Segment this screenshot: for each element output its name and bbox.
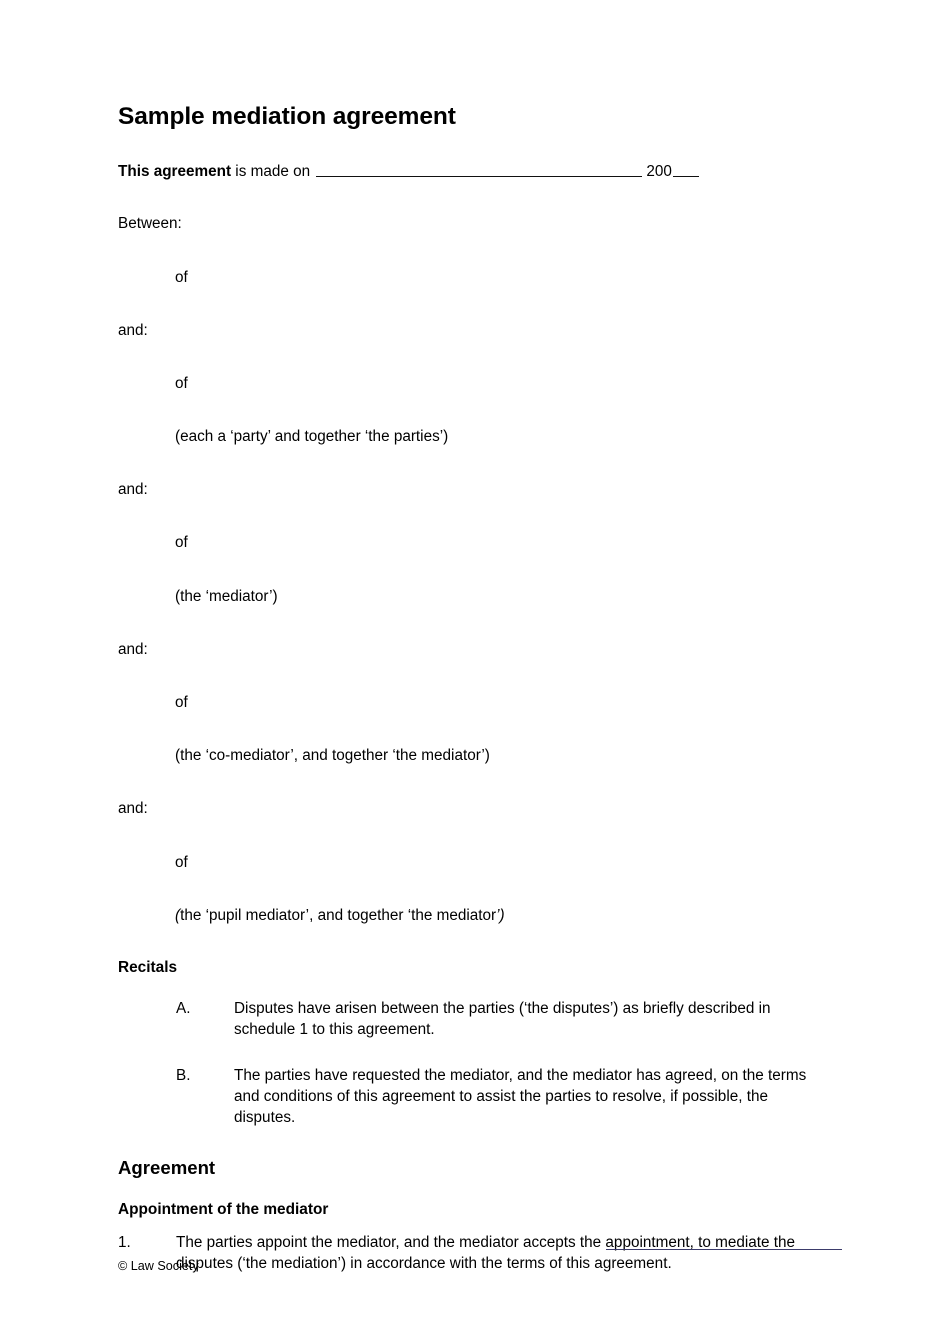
- agreement-date-line: [118, 162, 824, 182]
- recitals-heading: Recitals: [118, 958, 178, 976]
- recital-text-a: Disputes have arisen between the parties (‘the disputes’) as briefly described in schedule 1 to this agreement.: [234, 1000, 771, 1039]
- descriptor-open-paren-italic: (: [175, 906, 181, 924]
- agreement-spacer: [118, 1144, 824, 1157]
- agreement-heading: Agreement: [118, 1157, 216, 1179]
- date-blank-field[interactable]: [316, 163, 642, 177]
- party-of-4: of: [175, 694, 188, 712]
- agreement-date-bold-prefix: This agreement: [118, 163, 232, 181]
- party-descriptor-parties: (each a ‘party’ and together ‘the parties’): [175, 428, 449, 446]
- document-body: [118, 103, 824, 1291]
- party-of-5: of: [175, 853, 188, 871]
- descriptor-close-paren-italic: ’): [496, 906, 505, 924]
- agreement-date-text: is made on: [231, 163, 315, 181]
- party-label-between: Between:: [118, 215, 182, 233]
- appointment-subheading: Appointment of the mediator: [118, 1200, 329, 1218]
- footer-divider-rule: [606, 1249, 842, 1250]
- party-of-3: of: [175, 534, 188, 552]
- party-of-1: of: [175, 268, 188, 286]
- descriptor-main-text: the ‘pupil mediator’, and together ‘the mediator: [180, 906, 497, 924]
- party-label-and-4: and:: [118, 800, 148, 818]
- year-blank-field[interactable]: [673, 163, 699, 177]
- recitals-spacer: [118, 1057, 824, 1066]
- page-title: Sample mediation agreement: [118, 103, 456, 130]
- party-label-and-3: and:: [118, 640, 148, 658]
- recital-text-b: The parties have requested the mediator, and the mediator has agreed, on the terms and conditions of this agreement to assist the parties to resolve, if possible, the disputes.: [234, 1067, 807, 1126]
- clause-text-1: The parties appoint the mediator, and the mediator accepts the appointment, to mediate the disputes (‘the mediation’) in accordance with the terms of this agreement.: [176, 1234, 796, 1273]
- footer-copyright: © Law Society: [118, 1259, 199, 1273]
- clause-marker-1: 1.: [118, 1234, 131, 1252]
- recital-item-a: [176, 999, 824, 1041]
- party-descriptor-pupil-mediator: [175, 906, 824, 926]
- recital-marker-a: A.: [176, 1000, 191, 1018]
- party-descriptor-co-mediator: (the ‘co-mediator’, and together ‘the mediator’): [175, 747, 490, 765]
- agreement-year-prefix: 200: [646, 163, 672, 181]
- party-label-and-1: and:: [118, 321, 148, 339]
- party-label-and-2: and:: [118, 481, 148, 499]
- party-descriptor-mediator: (the ‘mediator’): [175, 587, 278, 605]
- recital-item-b: [176, 1066, 824, 1128]
- clause-item-1: [118, 1233, 824, 1275]
- party-of-2: of: [175, 374, 188, 392]
- recital-marker-b: B.: [176, 1067, 191, 1085]
